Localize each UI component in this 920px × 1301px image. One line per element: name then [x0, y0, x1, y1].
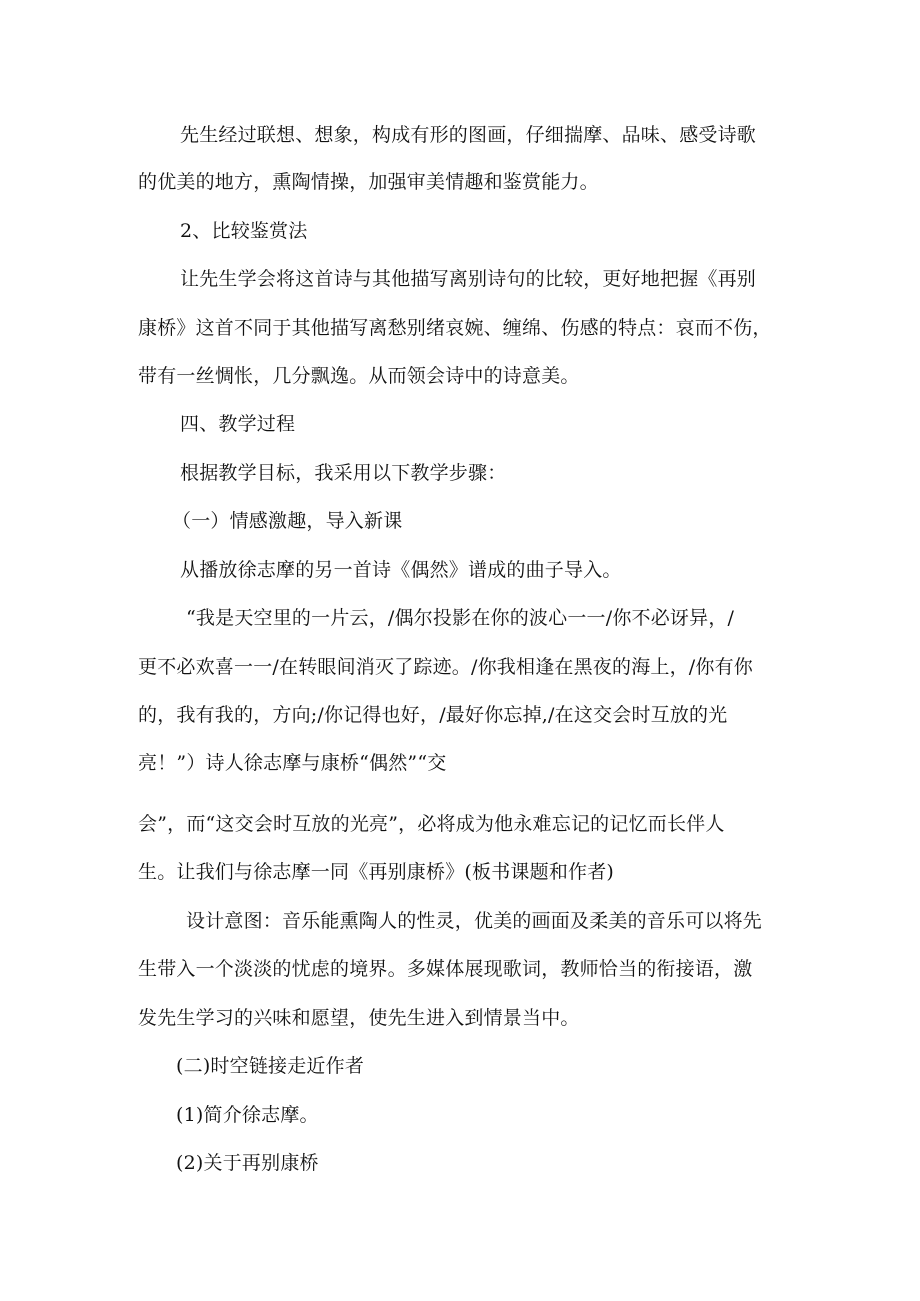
section-heading-comparison-method: 2、比较鉴赏法 [180, 220, 308, 242]
paragraph-line-8: 会”，而“这交会时互放的光亮”，必将成为他永难忘记的记忆而长伴人 [138, 813, 725, 835]
paragraph-line-5: 带有一丝惆怅，几分飘逸。从而领会诗中的诗意美。 [138, 365, 580, 387]
poem-line-1: “我是天空里的一片云，/偶尔投影在你的波心一一/你不必讶异，/ [186, 607, 735, 629]
paragraph-line-6: 根据教学目标，我采用以下教学步骤： [180, 462, 507, 484]
list-item-2: (2)关于再别康桥 [176, 1152, 319, 1174]
poem-line-3: 的，我有我的，方向;/你记得也好，/最好你忘掉,/在这交会时互放的光 [138, 704, 728, 726]
paragraph-line-7: 从播放徐志摩的另一首诗《偶然》谱成的曲子导入。 [180, 559, 622, 581]
design-intent-line-1: 设计意图：音乐能熏陶人的性灵，优美的画面及柔美的音乐可以将先 [186, 910, 763, 932]
design-intent-line-2: 生带入一个淡淡的忧虑的境界。多媒体展现歌词，教师恰当的衔接语，激 [138, 958, 753, 980]
poem-line-4: 亮！”）诗人徐志摩与康桥“偶然”“交 [138, 752, 447, 774]
subsection-heading-2: (二)时空链接走近作者 [176, 1055, 365, 1077]
list-item-1: (1)简介徐志摩。 [176, 1104, 319, 1126]
section-heading-teaching-process: 四、教学过程 [180, 413, 296, 435]
poem-line-2: 更不必欢喜一一/在转眼间消灭了踪迹。/你我相逢在黑夜的海上，/你有你 [138, 656, 754, 678]
paragraph-line-2: 的优美的地方，熏陶情操，加强审美情趣和鉴赏能力。 [138, 171, 599, 193]
paragraph-line-3: 让先生学会将这首诗与其他描写离别诗句的比较，更好地把握《再别 [180, 268, 757, 290]
design-intent-line-3: 发先生学习的兴味和愿望，使先生进入到情景当中。 [138, 1007, 580, 1029]
paragraph-line-9: 生。让我们与徐志摩一同《再别康桥》(板书课题和作者) [138, 861, 615, 883]
paragraph-line-1: 先生经过联想、想象，构成有形的图画，仔细揣摩、品味、感受诗歌 [180, 124, 757, 146]
paragraph-line-4: 康桥》这首不同于其他描写离愁别绪哀婉、缠绵、伤感的特点：哀而不伤， [138, 317, 772, 339]
subsection-heading-1: （一）情感激趣，导入新课 [172, 510, 403, 532]
